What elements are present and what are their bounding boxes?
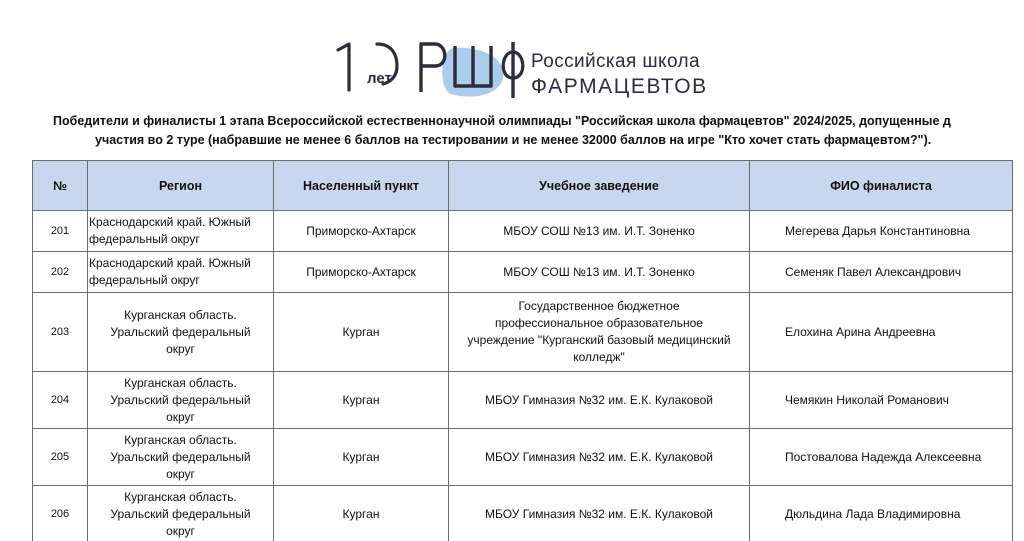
- logo-years-word: лет: [367, 70, 392, 87]
- column-header-region: Регион: [88, 161, 274, 211]
- finalists-table: [32, 160, 1013, 541]
- cell-city: Приморско-Ахтарск: [274, 211, 449, 252]
- table-row: [33, 211, 1013, 252]
- cell-name: Мегерева Дарья Константиновна: [750, 211, 1013, 252]
- cell-school: МБОУ СОШ №13 им. И.Т. Зоненко: [449, 252, 750, 293]
- table-row: [33, 486, 1013, 541]
- column-header-name: ФИО финалиста: [750, 161, 1013, 211]
- cell-number: 201: [33, 211, 88, 252]
- logo: [335, 38, 755, 100]
- logo-line-2: ФАРМАЦЕВТОВ: [531, 75, 708, 98]
- cell-city: Курган: [274, 372, 449, 429]
- cell-city: Курган: [274, 293, 449, 372]
- heading-line-2: участия во 2 туре (набравшие не менее 6 баллов на тестировании и не менее 32000 баллов на игре "Кто хочет стать фармацевтом?").: [95, 133, 932, 147]
- cell-name: Дюльдина Лада Владимировна: [750, 486, 1013, 541]
- rshf-10-years-logo-mark: [335, 38, 530, 100]
- cell-number: 205: [33, 429, 88, 486]
- heading-line-1: Победители и финалисты 1 этапа Всероссийской естественнонаучной олимпиады "Российская школа фармацевтов" 2024/2025, допущенные д: [53, 114, 951, 128]
- cell-name: Семеняк Павел Александрович: [750, 252, 1013, 293]
- column-header-city: Населенный пункт: [274, 161, 449, 211]
- cell-region: Курганская область. Уральский федеральный округ: [88, 293, 274, 372]
- cell-number: 202: [33, 252, 88, 293]
- cell-region: Краснодарский край. Южный федеральный округ: [88, 252, 274, 293]
- cell-name: Елохина Арина Андреевна: [750, 293, 1013, 372]
- table-row: [33, 429, 1013, 486]
- logo-line-1: Российская школа: [531, 51, 700, 72]
- table-row: [33, 372, 1013, 429]
- cell-school: МБОУ Гимназия №32 им. Е.К. Кулаковой: [449, 486, 750, 541]
- cell-school: Государственное бюджетное профессиональное образовательное учреждение "Курганский базовый медицинский колледж": [449, 293, 750, 372]
- cell-city: Курган: [274, 486, 449, 541]
- document-heading: [30, 112, 1024, 150]
- table-row: [33, 293, 1013, 372]
- cell-region: Курганская область. Уральский федеральный округ: [88, 486, 274, 541]
- cell-name: Чемякин Николай Романович: [750, 372, 1013, 429]
- cell-number: 204: [33, 372, 88, 429]
- table-row: [33, 252, 1013, 293]
- column-header-number: №: [33, 161, 88, 211]
- cell-school: МБОУ СОШ №13 им. И.Т. Зоненко: [449, 211, 750, 252]
- cell-school: МБОУ Гимназия №32 им. Е.К. Кулаковой: [449, 372, 750, 429]
- logo-text: [531, 52, 708, 97]
- cell-school: МБОУ Гимназия №32 им. Е.К. Кулаковой: [449, 429, 750, 486]
- cell-region: Курганская область. Уральский федеральный округ: [88, 372, 274, 429]
- column-header-school: Учебное заведение: [449, 161, 750, 211]
- cell-number: 206: [33, 486, 88, 541]
- cell-region: Курганская область. Уральский федеральный округ: [88, 429, 274, 486]
- cell-name: Постовалова Надежда Алексеевна: [750, 429, 1013, 486]
- cell-city: Курган: [274, 429, 449, 486]
- cell-city: Приморско-Ахтарск: [274, 252, 449, 293]
- table-header-row: [33, 161, 1013, 211]
- cell-region: Краснодарский край. Южный федеральный округ: [88, 211, 274, 252]
- cell-number: 203: [33, 293, 88, 372]
